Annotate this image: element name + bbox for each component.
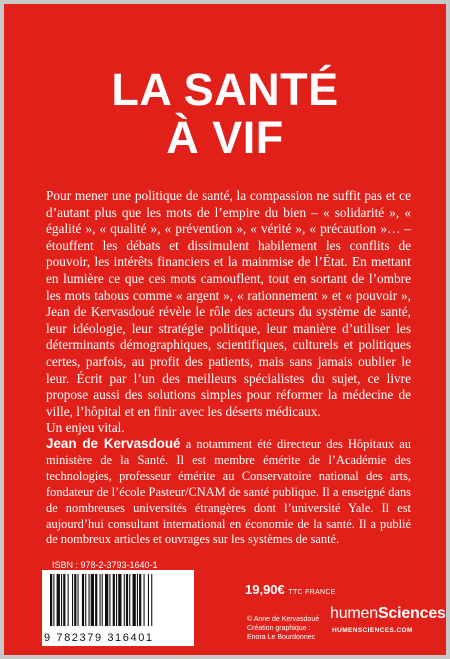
barcode-bar bbox=[72, 574, 73, 626]
title-line-1: LA SANTÉ bbox=[111, 64, 339, 115]
barcode-bar bbox=[113, 574, 115, 626]
barcode-bar bbox=[144, 574, 145, 626]
book-title bbox=[4, 66, 446, 162]
publisher-logo bbox=[330, 605, 446, 623]
barcode-bar bbox=[102, 574, 103, 626]
barcode-bar bbox=[57, 574, 60, 626]
barcode-bar bbox=[53, 574, 54, 626]
title-line-2: À VIF bbox=[166, 112, 284, 163]
credit-design-label: Création graphique : bbox=[247, 625, 311, 632]
barcode-bar bbox=[133, 574, 136, 626]
barcode-bar bbox=[137, 574, 138, 626]
barcode-bars bbox=[48, 574, 188, 626]
barcode-bar bbox=[91, 574, 94, 626]
publisher-name-part1: humen bbox=[330, 605, 378, 622]
barcode-bar bbox=[95, 574, 97, 626]
barcode-bar bbox=[148, 574, 149, 626]
price-note: TTC FRANCE bbox=[288, 589, 336, 596]
barcode bbox=[42, 570, 194, 646]
barcode-bar bbox=[151, 574, 152, 626]
credit-copyright: © Anne de Kervasdoué bbox=[247, 616, 320, 623]
barcode-bar bbox=[129, 574, 130, 626]
barcode-bar bbox=[139, 574, 141, 626]
blurb-closing: Un enjeu vital. bbox=[46, 420, 125, 436]
barcode-bar bbox=[78, 574, 79, 626]
credits bbox=[247, 615, 319, 642]
barcode-bar bbox=[118, 574, 121, 626]
barcode-bar bbox=[82, 574, 84, 626]
barcode-digits: 9 782379 316401 bbox=[44, 632, 154, 644]
barcode-bar bbox=[50, 574, 52, 626]
author-name: Jean de Kervasdoué bbox=[46, 436, 181, 451]
barcode-bar bbox=[116, 574, 117, 626]
publisher-url: HUMENSCIENCES.COM bbox=[332, 627, 413, 634]
publisher-name-part2: Sciences bbox=[377, 605, 446, 622]
book-back-cover bbox=[4, 4, 446, 655]
barcode-bar bbox=[68, 574, 69, 626]
blurb-paragraph: Pour mener une politique de santé, la compassion ne suffit pas et ce d’autant plus que les mots de l’empire du bien – « solidarité », « égalité », « qualité », « prévention », « vérité », « précaution »… – étouffent les débats et dissimulent habilement les conflits de pouvoir, les intérêts financiers et la mainmise de l’État. En mettant en lumière ce que ces mots camouflent, tout en sortant de l’ombre les mots tabous comme « argent », « rationnement » et « pouvoir », Jean de Kervasdoué révèle le rôle des acteurs du système de santé, leur idéologie, leur stratégie politique, leur manière d’utiliser les déterminants démographiques, scientifiques, culturels et politiques certes, parfois, au profit des patients, mais sans jamais oublier le leur. Écrit par l’un des meilleurs spécialistes du sujet, ce livre propose aussi des solutions simples pour réformer la médecine de ville, l’hôpital et en finir avec les déserts médicaux. bbox=[46, 188, 411, 419]
isbn-label: ISBN : 978-2-3793-1640-1 bbox=[52, 560, 158, 570]
barcode-bar bbox=[109, 574, 110, 626]
barcode-bar bbox=[105, 574, 108, 626]
price-amount: 19,90€ bbox=[245, 582, 285, 597]
barcode-bar bbox=[61, 574, 62, 626]
author-bio-text: a notamment été directeur des Hôpitaux au ministère de la Santé. Il est membre émérite de l’Académie des technologies, professeur émérite au Conservatoire national des arts, fondateur de l’école Pasteur/CNAM de santé publique. Il a enseigné dans de nombreuses universités étrangères dont l’université Yale. Il est aujourd’hui consultant international en économie de la santé. Il a publié de nombreux articles et ouvrages sur les systèmes de santé. bbox=[46, 437, 411, 547]
barcode-bar bbox=[100, 574, 101, 626]
barcode-bar bbox=[89, 574, 90, 626]
barcode-bar bbox=[74, 574, 76, 626]
book-blurb bbox=[46, 188, 411, 437]
author-bio bbox=[46, 436, 411, 548]
barcode-bar bbox=[126, 574, 128, 626]
barcode-bar bbox=[85, 574, 86, 626]
price bbox=[245, 582, 336, 597]
credit-designer: Enora Le Bourdonnec bbox=[247, 634, 316, 641]
barcode-bar bbox=[63, 574, 65, 626]
barcode-bar bbox=[124, 574, 125, 626]
